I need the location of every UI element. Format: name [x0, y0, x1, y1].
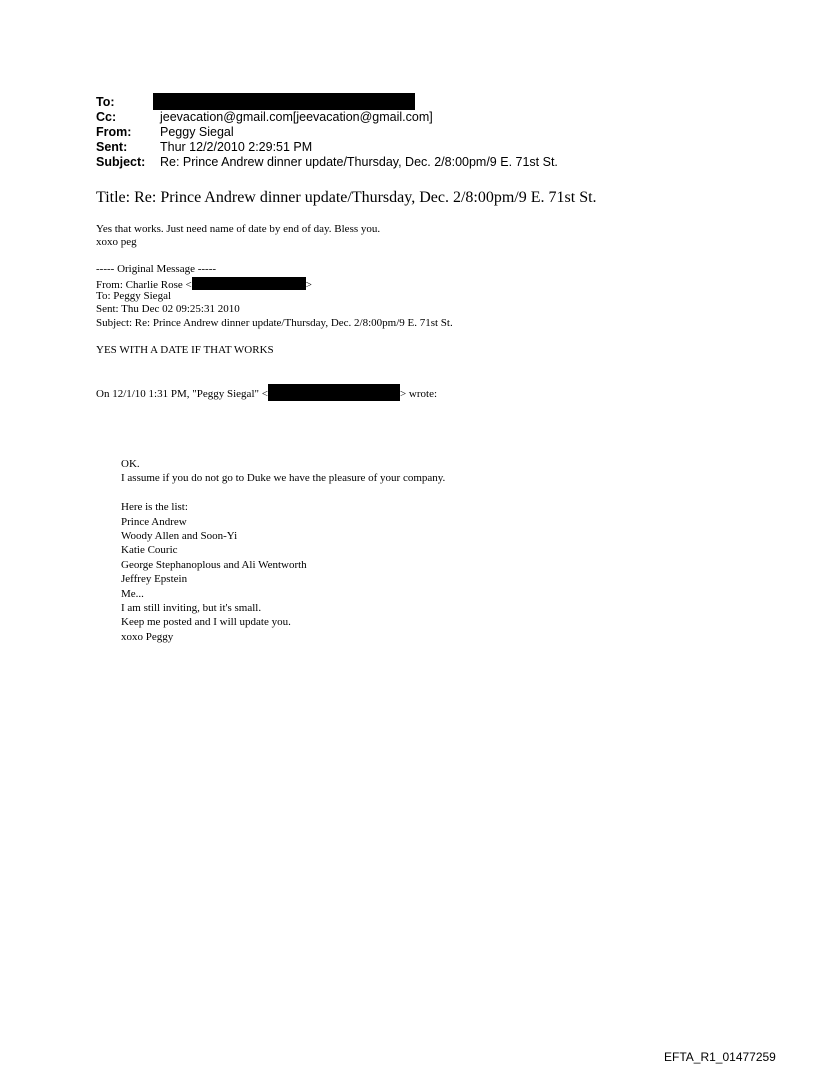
from-value: Peggy Siegal [160, 125, 234, 139]
quoted-line: Katie Couric [121, 544, 178, 557]
email-header [96, 95, 558, 170]
quoted-line [121, 486, 445, 500]
original-from-suffix: > [305, 278, 312, 291]
header-cc-row [96, 110, 558, 125]
quoted-line: I assume if you do not go to Duke we have the pleasure of your company. [121, 472, 446, 485]
quoted-line: I am still inviting, but it's small. [121, 601, 262, 614]
wrote-line [96, 384, 453, 400]
quoted-line: Here is the list: [121, 501, 188, 514]
quoted-message [121, 457, 445, 644]
document-id: EFTA_R1_01477259 [664, 1050, 776, 1064]
cc-label: Cc: [96, 110, 117, 124]
blank-line [96, 250, 453, 263]
original-sent-line: Sent: Thu Dec 02 09:25:31 2010 [96, 303, 240, 316]
header-from-row [96, 125, 558, 140]
quoted-line: Keep me posted and I will update you. [121, 616, 291, 629]
quoted-line: xoxo Peggy [121, 630, 174, 643]
original-subject-line: Subject: Re: Prince Andrew dinner update/Thursday, Dec. 2/8:00pm/9 E. 71st St. [96, 316, 453, 329]
original-from-line [96, 277, 453, 290]
sent-label: Sent: [96, 140, 128, 154]
email-title: Title: Re: Prince Andrew dinner update/Thursday, Dec. 2/8:00pm/9 E. 71st St. [96, 189, 597, 206]
blank-line [96, 357, 453, 370]
to-label: To: [96, 95, 115, 109]
header-sent-row [96, 140, 558, 155]
subject-label: Subject: [96, 155, 146, 169]
redaction-box [192, 277, 306, 290]
redaction-box [153, 93, 415, 110]
quoted-line: Prince Andrew [121, 515, 187, 528]
email-body [96, 223, 453, 400]
redaction-box [268, 384, 400, 401]
reply-line: Yes that works. Just need name of date by end of day. Bless you. [96, 223, 381, 235]
reply-signoff: xoxo peg [96, 236, 137, 249]
original-message-line: YES WITH A DATE IF THAT WORKS [96, 343, 274, 356]
wrote-suffix: > wrote: [399, 387, 438, 400]
quoted-line: OK. [121, 458, 140, 470]
header-subject-row [96, 155, 558, 170]
subject-value: Re: Prince Andrew dinner update/Thursday, Dec. 2/8:00pm/9 E. 71st St. [160, 155, 558, 169]
sent-value: Thur 12/2/2010 2:29:51 PM [160, 140, 313, 154]
original-from-text: From: Charlie Rose < [96, 278, 192, 291]
original-to-line: To: Peggy Siegal [96, 289, 172, 302]
blank-line [96, 370, 453, 383]
quoted-line: Jeffrey Epstein [121, 573, 188, 586]
cc-value: jeevacation@gmail.com[jeevacation@gmail.com] [160, 110, 433, 124]
from-label: From: [96, 125, 132, 139]
blank-line [96, 330, 453, 343]
wrote-prefix: On 12/1/10 1:31 PM, "Peggy Siegal" < [96, 387, 268, 400]
original-divider: ----- Original Message ----- [96, 263, 217, 276]
quoted-line: Woody Allen and Soon-Yi [121, 529, 238, 542]
quoted-line: Me... [121, 587, 144, 600]
header-to-row [96, 95, 558, 110]
quoted-line: George Stephanoplous and Ali Wentworth [121, 558, 307, 571]
